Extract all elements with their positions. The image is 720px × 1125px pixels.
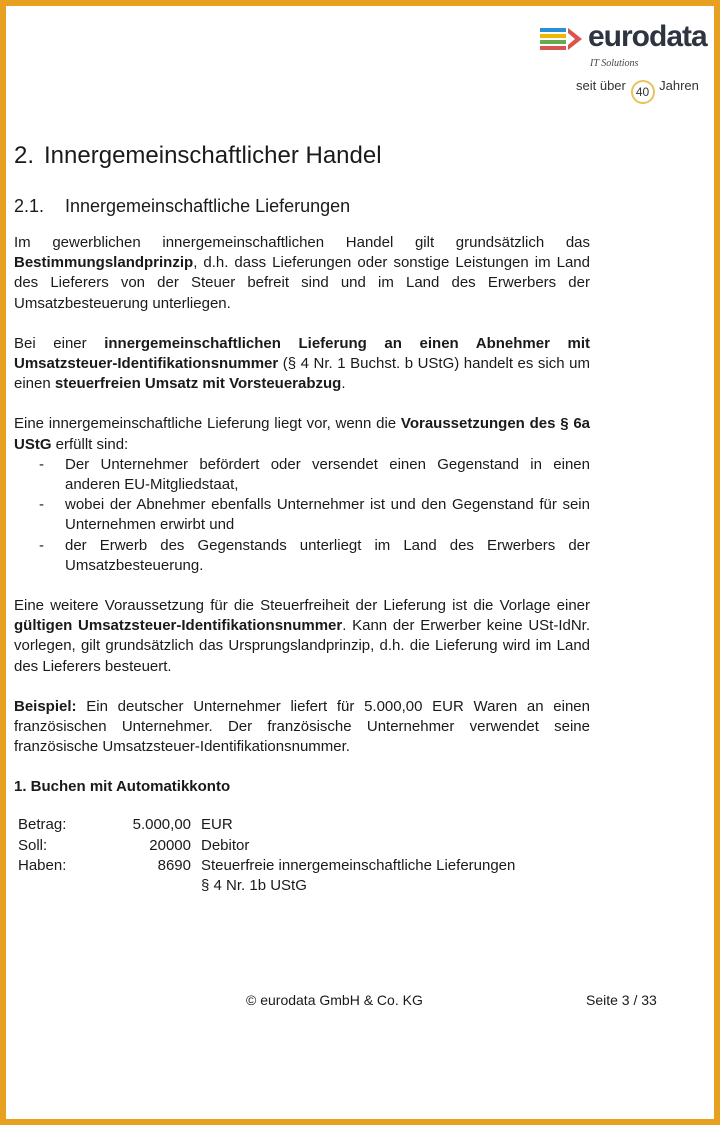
document-page bbox=[6, 6, 714, 1119]
table-row: Soll: 20000 Debitor bbox=[18, 836, 250, 854]
footer-copyright: © eurodata GmbH & Co. KG bbox=[246, 992, 423, 1008]
section-heading bbox=[14, 196, 590, 217]
table-row: § 4 Nr. 1b UStG bbox=[201, 877, 307, 895]
list-item: - wobei der Abnehmer ebenfalls Unternehmer ist und den Gegenstand für sein Unternehmen erwirbt und bbox=[14, 495, 590, 535]
since-prefix: seit über bbox=[576, 78, 626, 93]
section-number: 2.1. bbox=[14, 196, 45, 216]
booking-table bbox=[18, 815, 515, 896]
paragraph-2: Bei einer innergemeinschaftlichen Lieferung an einen Abnehmer mit Umsatzsteuer-Identifikationsnummer (§ 4 Nr. 1 Buchst. b UStG) handelt es sich um einen steuerfreien Umsatz mit Vorsteuerabzug. bbox=[14, 334, 590, 393]
document-body bbox=[14, 142, 590, 896]
table-row: Haben: 8690 Steuerfreie innergemeinschaftliche Lieferungen bbox=[18, 856, 516, 874]
list-item: - der Erwerb des Gegenstands unterliegt im Land des Erwerbers der Umsatzbesteuerung. bbox=[14, 536, 590, 576]
logo-arrow-icon bbox=[540, 28, 584, 50]
paragraph-1: Im gewerblichen innergemeinschaftlichen Handel gilt grundsätzlich das Bestimmungslandprinzip, d.h. dass Lieferungen oder sonstige Leistungen im Land des Lieferers von der Steuer befreit sind und im Land des Erwerbers der Umsatzbesteuerung unterliegen. bbox=[14, 234, 590, 312]
section-text: Innergemeinschaftliche Lieferungen bbox=[65, 196, 351, 216]
requirements-list bbox=[14, 455, 590, 576]
anniversary-badge: 40 bbox=[631, 80, 655, 104]
title-number: 2. bbox=[14, 142, 35, 169]
page-title bbox=[14, 142, 590, 170]
table-row: Betrag: 5.000,00 EUR bbox=[18, 816, 233, 834]
booking-heading: 1. Buchen mit Automatikkonto bbox=[14, 778, 231, 796]
paragraph-3: Eine innergemeinschaftliche Lieferung liegt vor, wenn die Voraussetzungen des § 6a UStG erfüllt sind: bbox=[14, 415, 591, 453]
title-text: Innergemeinschaftlicher Handel bbox=[44, 142, 382, 169]
page-number: Seite 3 / 33 bbox=[586, 992, 657, 1008]
paragraph-4: Eine weitere Voraussetzung für die Steuerfreiheit der Lieferung ist die Vorlage einer gültigen Umsatzsteuer-Identifikationsnummer. Kann der Erwerber keine USt-IdNr. vorlegen, gilt grundsätzlich das Ursprungslandprinzip, d.h. die Lieferung wird im Land des Lieferers besteuert. bbox=[14, 597, 590, 675]
logo-since bbox=[576, 78, 699, 104]
since-suffix: Jahren bbox=[659, 78, 699, 93]
logo-wordmark: eurodata bbox=[588, 20, 707, 53]
eurodata-logo bbox=[524, 20, 714, 110]
example-paragraph: Beispiel: Ein deutscher Unternehmer liefert für 5.000,00 EUR Waren an einen französischen Unternehmer. Der französische Unternehmer verwendet seine französische Umsatzsteuer-Identifikationsnummer. bbox=[14, 697, 590, 756]
logo-tagline: IT Solutions bbox=[590, 58, 639, 69]
list-item: - Der Unternehmer befördert oder versendet einen Gegenstand in einen anderen EU-Mitgliedstaat, bbox=[14, 455, 590, 495]
